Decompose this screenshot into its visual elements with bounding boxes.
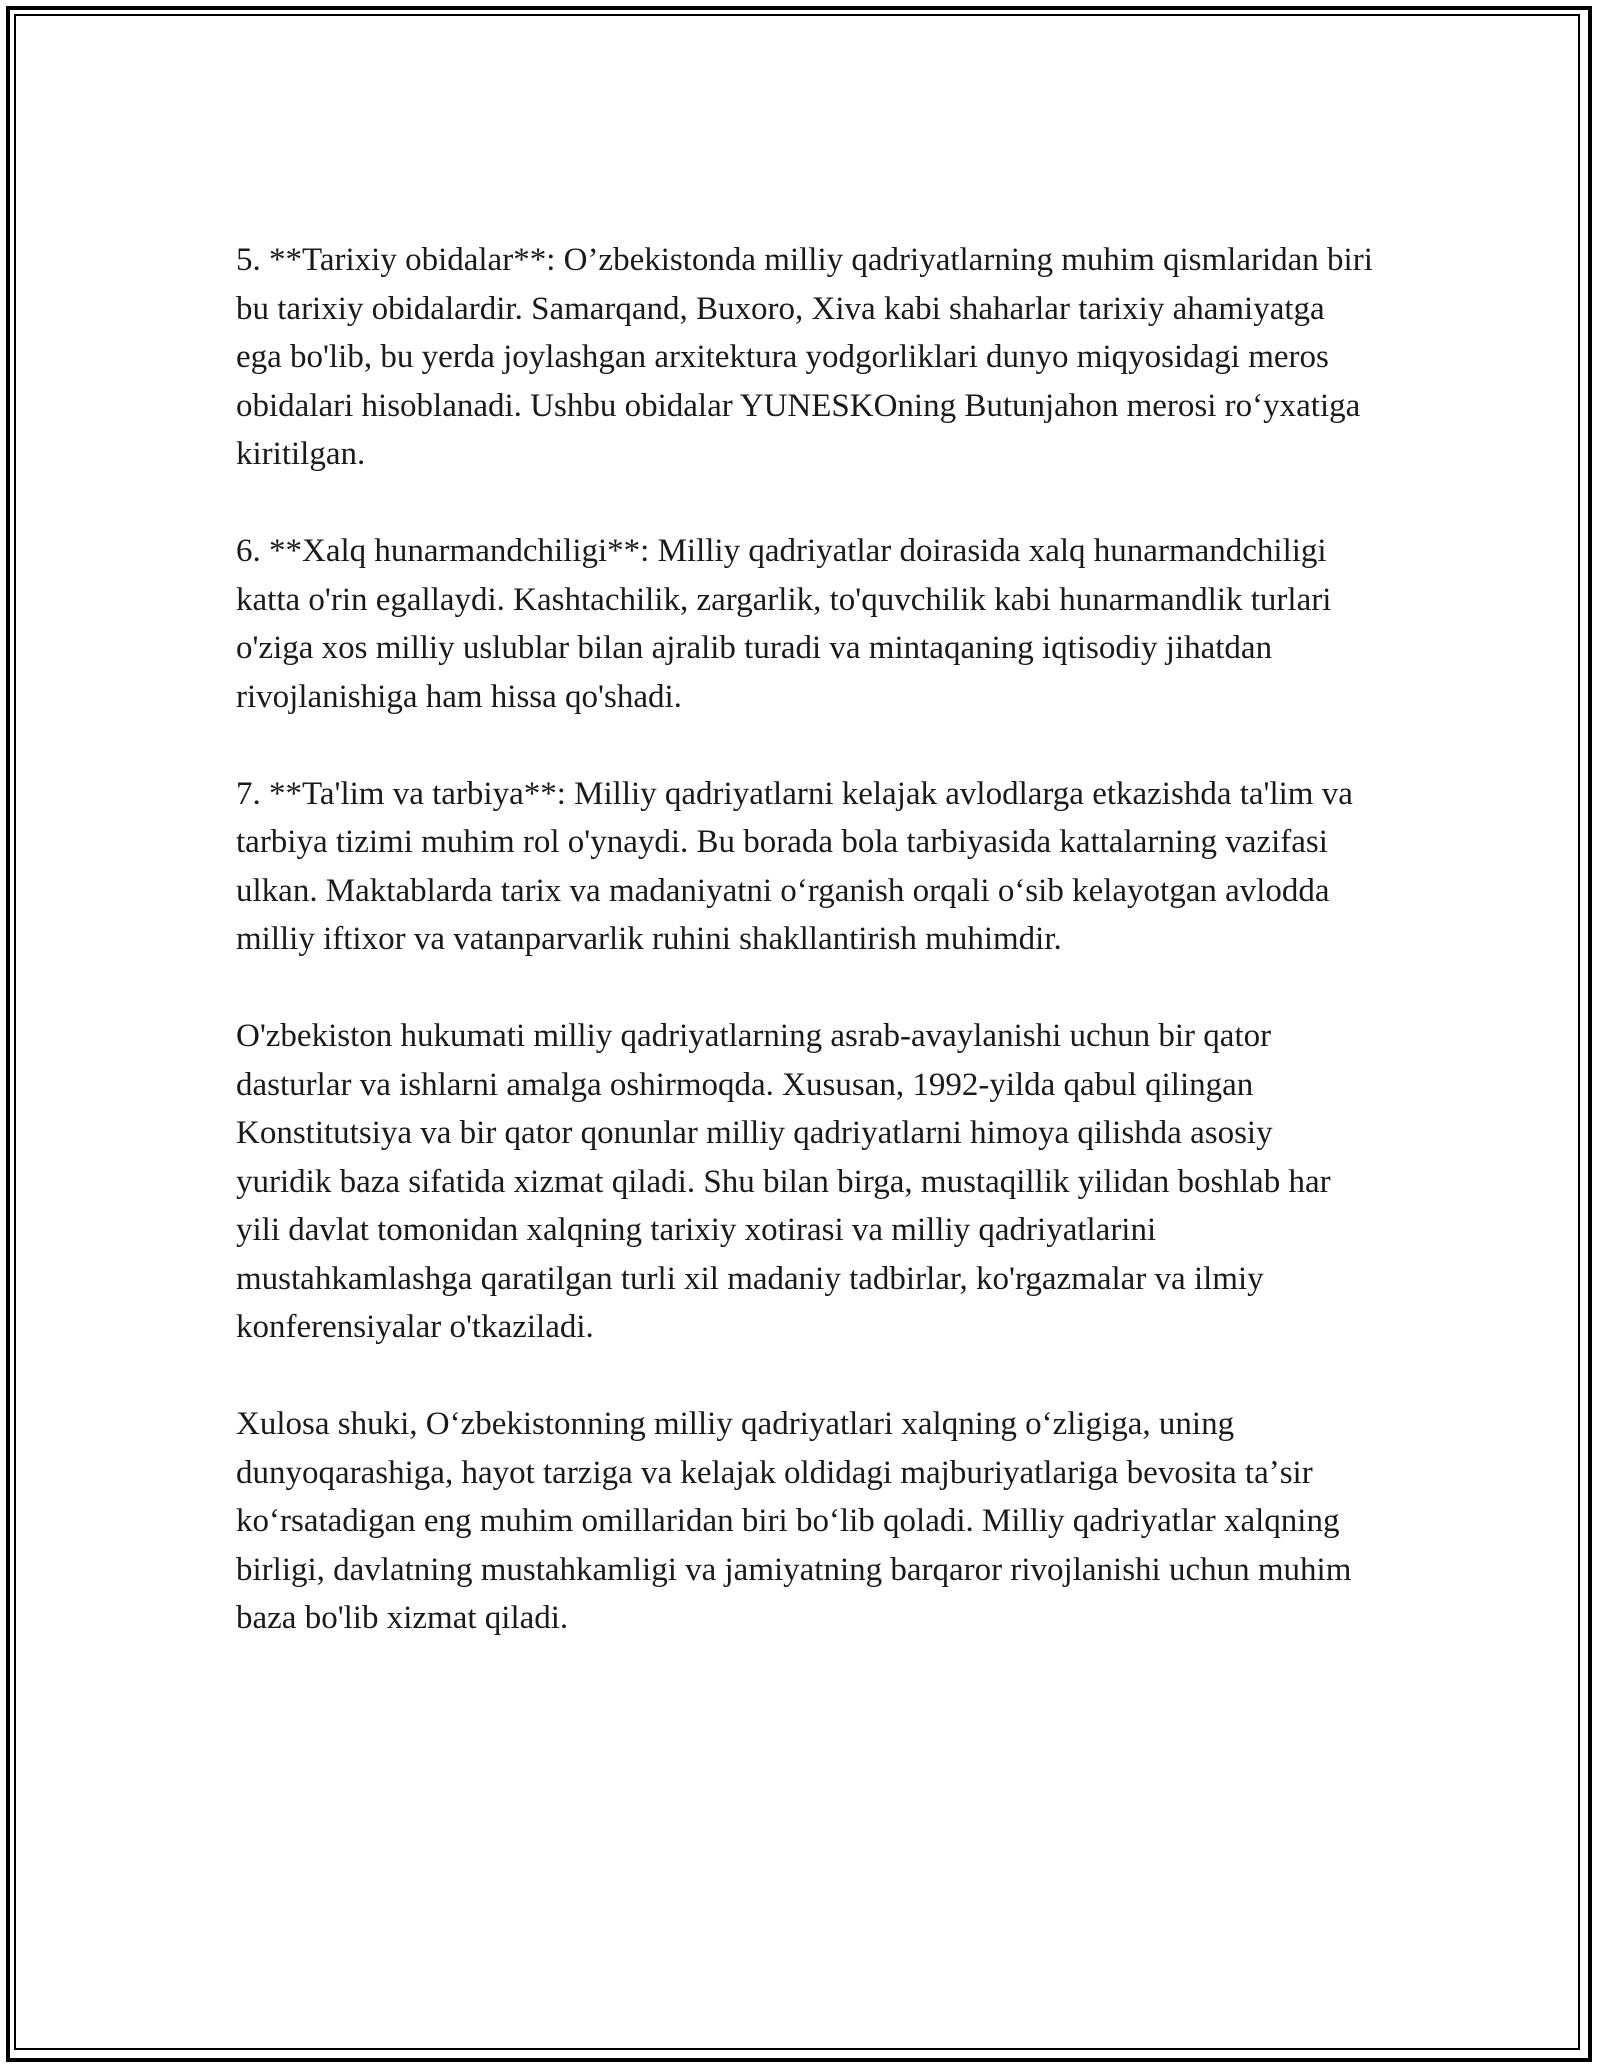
paragraph-historical-monuments: 5. **Tarixiy obidalar**: O’zbekistonda milliy qadriyatlarning muhim qismlaridan biri bu tarixiy obidalardir. Samarqand, Buxoro, Xiva kabi shaharlar tarixiy ahamiyatga ega bo'lib, bu yerda joylashgan arxitektura yodgorliklari dunyo miqyosidagi meros obidalari hisoblanadi. Ushbu obidalar YUNESKOning Butunjahon merosi roʻyxatiga kiritilgan. bbox=[236, 242, 1373, 472]
paragraph-government-programs: O'zbekiston hukumati milliy qadriyatlarning asrab-avaylanishi uchun bir qator dasturlar va ishlarni amalga oshirmoqda. Xususan, 1992-yilda qabul qilingan Konstitutsiya va bir qator qonunlar milliy qadriyatlarni himoya qilishda asosiy yuridik baza sifatida xizmat qiladi. Shu bilan birga, mustaqillik yilidan boshlab har yili davlat tomonidan xalqning tarixiy xotirasi va milliy qadriyatlarini mustahkamlashga qaratilgan turli xil madaniy tadbirlar, ko'rgazmalar va ilmiy konferensiyalar o'tkaziladi. bbox=[236, 1018, 1331, 1345]
paragraph-education: 7. **Ta'lim va tarbiya**: Milliy qadriyatlarni kelajak avlodlarga etkazishda ta'lim va tarbiya tizimi muhim rol o'ynaydi. Bu borada bola tarbiyasida kattalarning vazifasi ulkan. Maktablarda tarix va madaniyatni oʻrganish orqali oʻsib kelayotgan avlodda milliy iftixor va vatanparvarlik ruhini shakllantirish muhimdir. bbox=[236, 775, 1353, 957]
document-body bbox=[236, 236, 1376, 1691]
paragraph-folk-crafts: 6. **Xalq hunarmandchiligi**: Milliy qadriyatlar doirasida xalq hunarmandchiligi katta o'rin egallaydi. Kashtachilik, zargarlik, to'quvchilik kabi hunarmandlik turlari o'ziga xos milliy uslublar bilan ajralib turadi va mintaqaning iqtisodiy jihatdan rivojlanishiga ham hissa qo'shadi. bbox=[236, 533, 1332, 715]
paragraph-conclusion: Xulosa shuki, Oʻzbekistonning milliy qadriyatlari xalqning oʻzligiga, uning dunyoqarashiga, hayot tarziga va kelajak oldidagi majburiyatlariga bevosita taʼsir koʻrsatadigan eng muhim omillaridan biri boʻlib qoladi. Milliy qadriyatlar xalqning birligi, davlatning mustahkamligi va jamiyatning barqaror rivojlanishi uchun muhim baza bo'lib xizmat qiladi. bbox=[236, 1406, 1352, 1636]
